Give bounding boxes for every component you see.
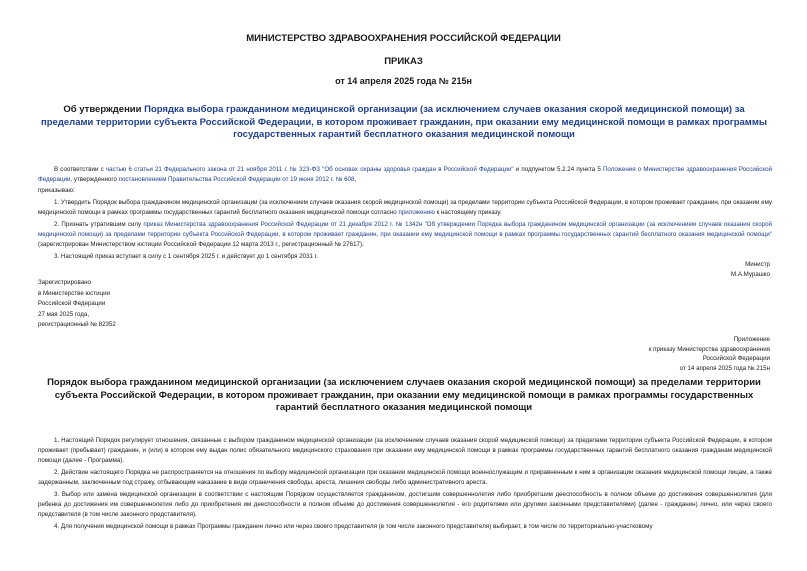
preamble-text-4: , xyxy=(354,176,357,183)
registration-line-1: Зарегистрировано xyxy=(38,279,91,286)
registration-block xyxy=(38,278,116,331)
order-item-2 xyxy=(38,220,772,250)
document-date-number: от 14 апреля 2025 года № 215н xyxy=(335,76,472,86)
procedure-item-3: 3. Выбор или замена медицинской организации в соответствии с настоящим Порядком осуществляется гражданином, достигшим совершеннолетия либо приобретшим дееспособность в полном объеме до достижения совершеннолетия (для ребенка до достижения им совершеннолетия либо до приобретения им дееспособности в полном объеме до достижения совершеннолетия - его родителями или другими законными представителями) (далее - гражданин) лично, или через своего представителя (в том числе законного представителя). xyxy=(38,491,772,518)
signature-role: Министр xyxy=(745,261,770,268)
registration-line-2: в Министерстве юстиции xyxy=(38,289,111,297)
order-title xyxy=(40,104,768,142)
procedure-item-1: 1. Настоящий Порядок регулирует отношения, связанные с выбором гражданином медицинской организации (за исключением случаев оказания скорой медицинской помощи) за пределами территории субъекта Российской Федерации, в котором проживает (пребывает) гражданин, и (или) в котором ему выдан полис обязательного медицинского страхования при оказании ему медицинской помощи в рамках программы государственных гарантий бесплатного оказания гражданам медицинской помощи (далее - Программа). xyxy=(38,437,772,464)
orders-label: приказываю: xyxy=(38,187,75,194)
appendix-link[interactable]: приложению xyxy=(398,209,435,216)
appendix-line-4: от 14 апреля 2025 года № 215н xyxy=(679,364,770,372)
preamble-text-3: , утвержденного xyxy=(70,176,119,183)
appendix-line-3: Российской Федерации xyxy=(702,355,770,362)
repealed-order-link[interactable]: приказ Министерства здравоохранения Российской Федерации от 21 декабря 2012 г. № 1342н "Об утверждении Порядка выбора гражданином медицинской организации (за исключением случаев оказания скорой медицинской помощи) за пределами территории субъекта Российской Федерации, в котором проживает гражданин, при оказании ему медицинской помощи в рамках программы государственных гарантий бесплатного оказания медицинской помощи" xyxy=(38,221,772,238)
government-resolution-link[interactable]: постановлением Правительства Российской Федерации от 19 июня 2012 г. № 608 xyxy=(118,176,355,183)
preamble-text-2: и подпунктом 5.2.24 пункта 5 xyxy=(513,166,603,173)
ministry-name: МИНИСТЕРСТВО ЗДРАВООХРАНЕНИЯ РОССИЙСКОЙ ФЕДЕРАЦИИ xyxy=(246,33,561,44)
preamble xyxy=(38,165,772,185)
preamble-text-1: В соответствии с xyxy=(54,166,106,173)
federal-law-link[interactable]: частью 6 статьи 21 Федерального закона от 21 ноября 2011 г. № 323-ФЗ "Об основах охраны здоровья граждан в Российской Федерации" xyxy=(105,166,514,173)
order-item-1-text: 1. Утвердить Порядок выбора гражданином медицинской организации (за исключением случаев оказания скорой медицинской помощи) за пределами территории субъекта Российской Федерации, в котором проживает гражданин, при оказании ему медицинской помощи в рамках программы государственных гарантий бесплатного оказания медицинской помощи согласно xyxy=(38,199,772,216)
regulation-link[interactable]: Положения о Министерстве здравоохранения Российской Федерации xyxy=(38,166,773,183)
registration-line-3: Российской Федерации xyxy=(38,300,106,308)
procedure-body xyxy=(38,436,772,532)
registration-line-4: 27 мая 2025 года, xyxy=(38,310,90,318)
document-type: ПРИКАЗ xyxy=(384,56,423,67)
procedure-link[interactable]: Порядка выбора гражданином медицинской организации (за исключением случаев оказания скорой медицинской помощи) за пределами территории субъекта Российской Федерации, в котором проживает гражданин, при оказании ему медицинской помощи в рамках программы государственных гарантий бесплатного оказания медицинской помощи xyxy=(41,104,767,140)
order-item-3: 3. Настоящий приказ вступает в силу с 1 сентября 2025 г. и действует до 1 сентября 2031 г. xyxy=(54,253,318,260)
procedure-title: Порядок выбора гражданином медицинской организации (за исключением случаев оказания скорой медицинской помощи) за пределами территории субъекта Российской Федерации, в котором проживает гражданин, при оказании ему медицинской помощи в рамках программы государственных гарантий бесплатного оказания медицинской помощи xyxy=(47,377,761,413)
order-item-1 xyxy=(38,198,772,218)
registration-line-5: регистрационный № 82352 xyxy=(38,321,116,329)
appendix-line-1: Приложение xyxy=(733,336,770,343)
appendix-block xyxy=(520,335,770,373)
procedure-item-2: 2. Действие настоящего Порядка не распространяется на отношения по выбору медицинской организации при оказании медицинской помощи военнослужащим и приравненным к ним в организации оказания медицинской помощи лицам, а также задержанным, заключенным под стражу, отбывающим наказание в виде ограничения свободы, ареста, лишения свободы либо административного ареста. xyxy=(38,469,772,486)
order-body xyxy=(38,165,772,262)
order-title-prefix: Об утверждении xyxy=(63,104,145,115)
appendix-line-2: к приказу Министерства здравоохранения xyxy=(648,345,770,353)
order-item-2-text: 2. Признать утратившим силу xyxy=(54,221,144,228)
signature-name: М.А.Мурашко xyxy=(730,270,770,278)
order-item-1-tail: к настоящему приказу. xyxy=(434,209,502,216)
signature-block xyxy=(520,260,770,279)
order-item-2-tail: (зарегистрирован Министерством юстиции Российской Федерации 12 марта 2013 г., регистрационный № 27617). xyxy=(38,241,364,248)
procedure-item-4: 4. Для получения медицинской помощи в рамках Программы гражданин лично или через своего представителя (в том числе законного представителя) выбирает, в том числе по территориально-участковому xyxy=(54,523,653,530)
